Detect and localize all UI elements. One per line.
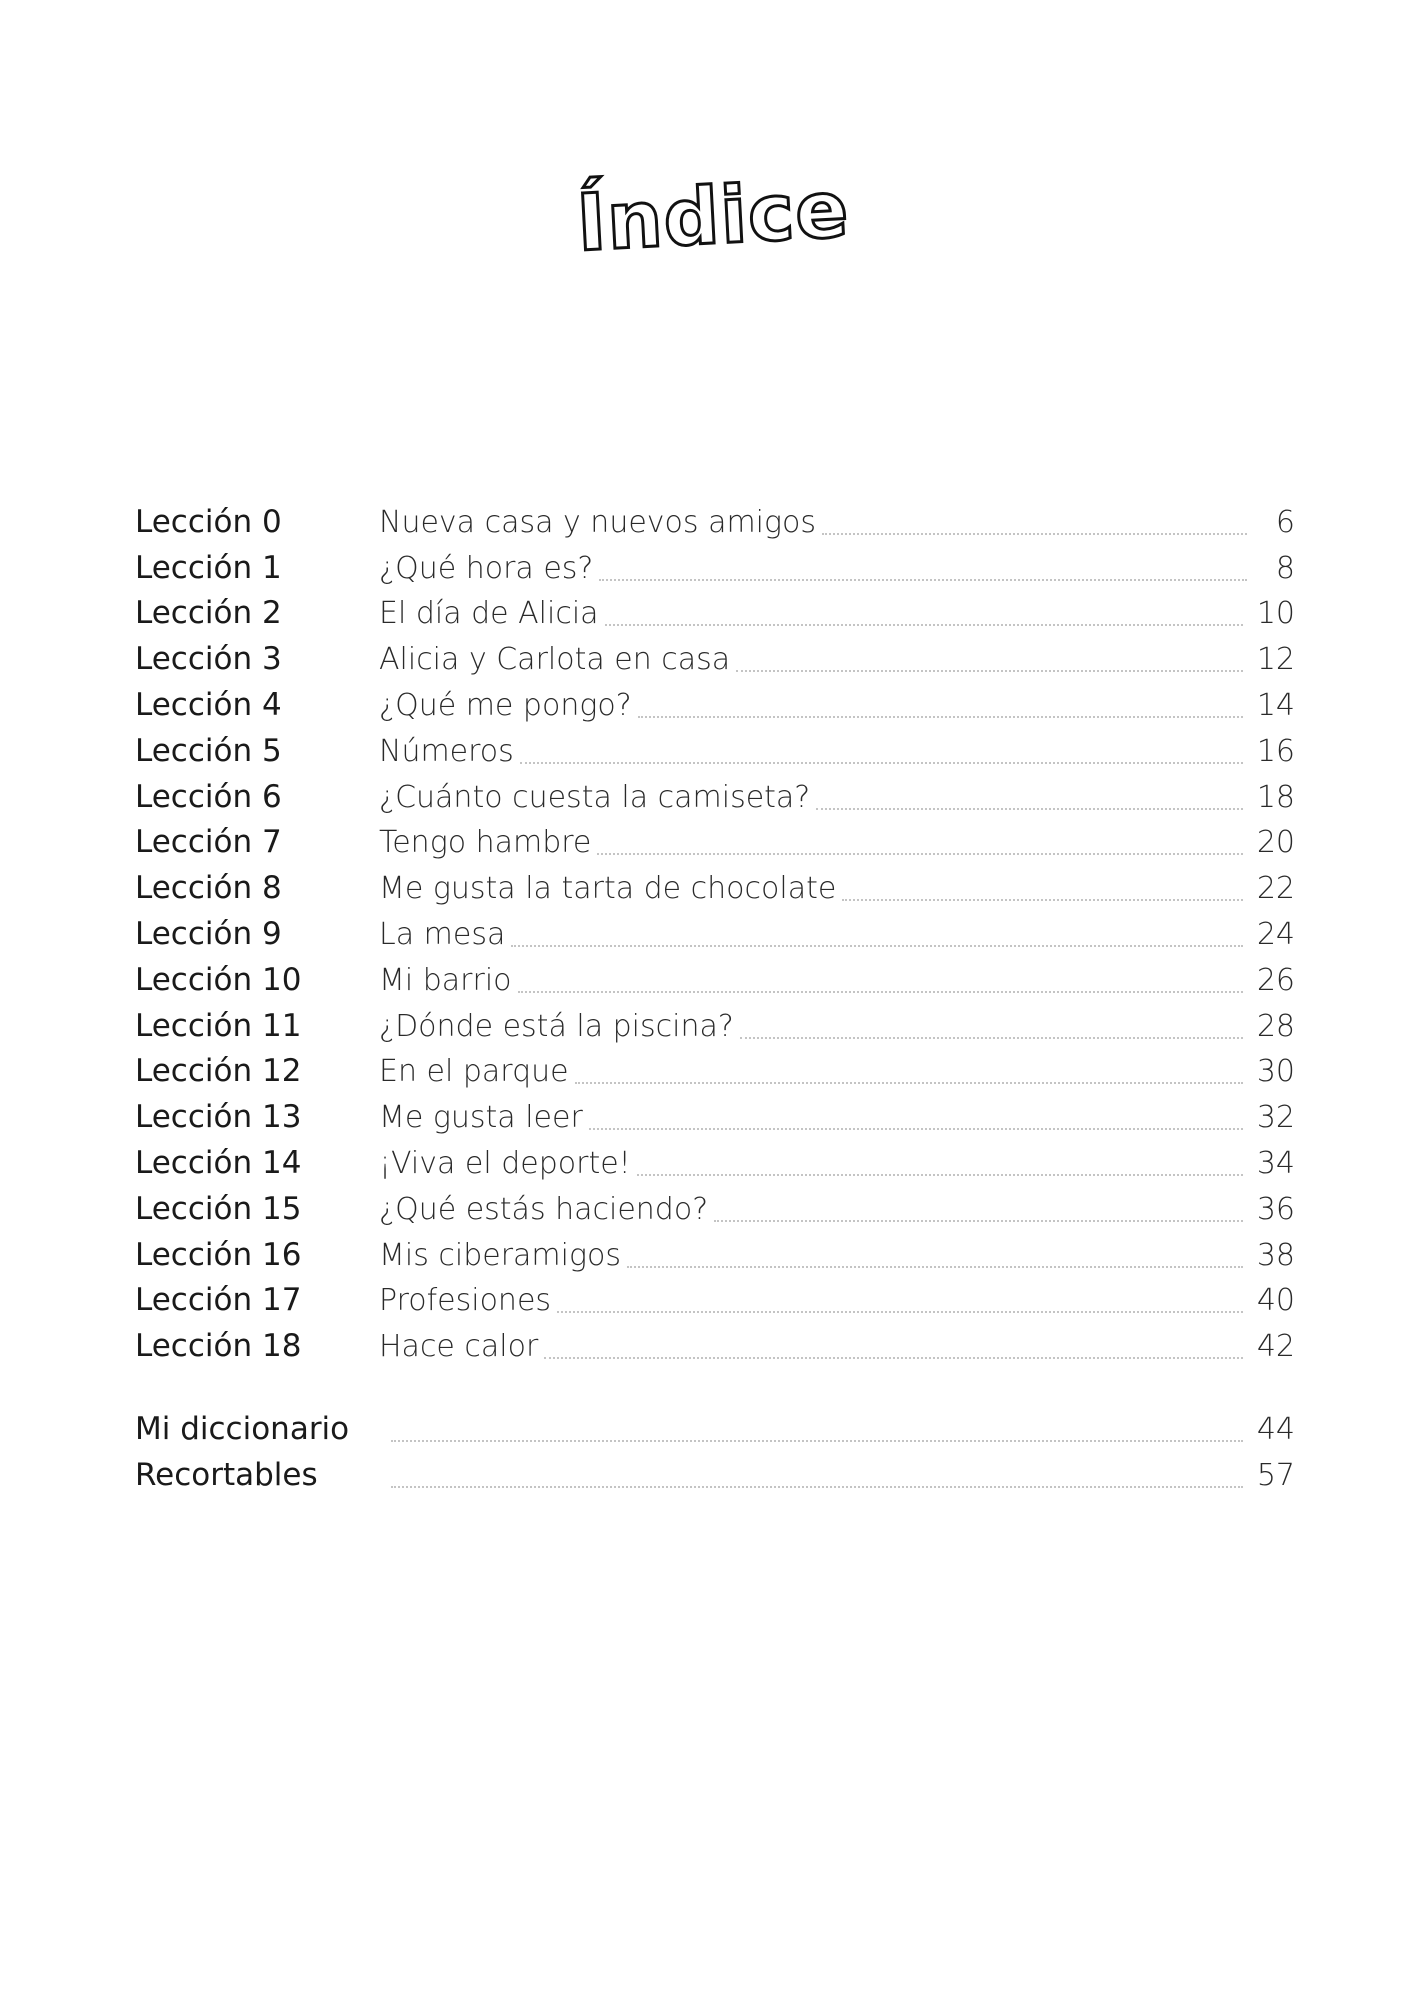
dotted-leader [627, 1265, 1243, 1268]
page-number: 28 [1256, 1008, 1295, 1044]
lesson-topic: ¿Qué hora es? [379, 550, 594, 586]
page-number: 24 [1256, 916, 1295, 952]
dotted-leader [638, 715, 1243, 718]
lesson-label: Lección 2 [135, 595, 282, 632]
dotted-leader [740, 1036, 1243, 1039]
dotted-leader [597, 852, 1242, 855]
page-number: 30 [1256, 1054, 1295, 1090]
lesson-label: Lección 11 [135, 1007, 302, 1044]
page-number: 6 [1275, 504, 1295, 540]
lesson-topic: Tengo hambre [379, 825, 592, 861]
toc-row-lesson-17[interactable] [135, 1277, 1295, 1323]
lesson-topic: ¿Qué me pongo? [379, 687, 632, 723]
dotted-leader [511, 944, 1242, 947]
appendix-list [135, 1405, 1295, 1497]
toc-row-lesson-1[interactable] [135, 544, 1295, 590]
dotted-leader [605, 623, 1243, 626]
dotted-leader [391, 1439, 1243, 1442]
lesson-topic: ¡Viva el deporte! [379, 1145, 631, 1181]
lesson-list [135, 498, 1295, 1368]
toc-row-lesson-9[interactable] [135, 910, 1295, 956]
lesson-label: Lección 5 [135, 732, 282, 769]
lesson-topic: ¿Dónde está la piscina? [379, 1008, 734, 1044]
dotted-leader [714, 1219, 1243, 1222]
page-number: 10 [1256, 596, 1295, 632]
page-number: 32 [1256, 1100, 1295, 1136]
lesson-label: Lección 12 [135, 1053, 302, 1090]
dotted-leader [816, 807, 1243, 810]
lesson-topic: Profesiones [379, 1283, 552, 1319]
toc-row-lesson-5[interactable] [135, 727, 1295, 773]
lesson-topic: Alicia y Carlota en casa [379, 642, 731, 678]
lesson-label: Lección 17 [135, 1282, 302, 1319]
lesson-topic: Mi barrio [379, 962, 512, 998]
page-number: 14 [1256, 687, 1295, 723]
toc-row-lesson-10[interactable] [135, 956, 1295, 1002]
toc-row-lesson-4[interactable] [135, 681, 1295, 727]
lesson-label: Lección 18 [135, 1328, 302, 1365]
dotted-leader [599, 578, 1247, 581]
lesson-label: Lección 4 [135, 686, 282, 723]
lesson-label: Lección 16 [135, 1236, 302, 1273]
toc-row-lesson-7[interactable] [135, 819, 1295, 865]
lesson-topic: ¿Cuánto cuesta la camiseta? [379, 779, 811, 815]
toc-row-lesson-3[interactable] [135, 635, 1295, 681]
toc-row-lesson-16[interactable] [135, 1231, 1295, 1277]
page-number: 34 [1256, 1145, 1295, 1181]
lesson-label: Lección 14 [135, 1144, 302, 1181]
toc-row-lesson-0[interactable] [135, 498, 1295, 544]
lesson-topic: El día de Alicia [379, 596, 599, 632]
lesson-topic: Me gusta la tarta de chocolate [379, 871, 837, 907]
dotted-leader [575, 1081, 1243, 1084]
appendix-label: Recortables [135, 1456, 318, 1493]
dotted-leader [637, 1173, 1243, 1176]
dotted-leader [822, 532, 1247, 535]
page-number: 26 [1256, 962, 1295, 998]
lesson-topic: ¿Qué estás haciendo? [379, 1191, 709, 1227]
lesson-topic: En el parque [379, 1054, 569, 1090]
page-number: 16 [1256, 733, 1295, 769]
lesson-label: Lección 1 [135, 549, 282, 586]
toc-row-lesson-12[interactable] [135, 1048, 1295, 1094]
page-number: 42 [1256, 1329, 1295, 1365]
lesson-label: Lección 15 [135, 1190, 302, 1227]
page-number: 22 [1256, 871, 1295, 907]
lesson-label: Lección 8 [135, 870, 282, 907]
lesson-label: Lección 10 [135, 961, 302, 998]
lesson-label: Lección 7 [135, 824, 282, 861]
appendix-label: Mi diccionario [135, 1410, 350, 1447]
dotted-leader [557, 1310, 1243, 1313]
lesson-label: Lección 3 [135, 641, 282, 678]
toc-row-lesson-18[interactable] [135, 1322, 1295, 1368]
lesson-label: Lección 9 [135, 915, 282, 952]
page-number: 57 [1256, 1457, 1295, 1493]
page-number: 38 [1256, 1237, 1295, 1273]
page-number: 18 [1256, 779, 1295, 815]
dotted-leader [736, 669, 1243, 672]
dotted-leader [520, 761, 1243, 764]
lesson-topic: Hace calor [379, 1329, 539, 1365]
page-number: 12 [1256, 642, 1295, 678]
dotted-leader [842, 898, 1243, 901]
lesson-topic: Nueva casa y nuevos amigos [379, 504, 816, 540]
toc-row-dictionary[interactable] [135, 1405, 1295, 1451]
toc-row-cutouts[interactable] [135, 1451, 1295, 1497]
toc-row-lesson-15[interactable] [135, 1185, 1295, 1231]
page-number: 44 [1256, 1411, 1295, 1447]
toc-row-lesson-6[interactable] [135, 773, 1295, 819]
lesson-topic: Mis ciberamigos [379, 1237, 621, 1273]
page-number: 40 [1256, 1283, 1295, 1319]
lesson-topic: Números [379, 733, 514, 769]
toc-row-lesson-14[interactable] [135, 1139, 1295, 1185]
toc-row-lesson-13[interactable] [135, 1093, 1295, 1139]
dotted-leader [544, 1356, 1242, 1359]
dotted-leader [391, 1485, 1243, 1488]
page-number: 20 [1256, 825, 1295, 861]
dotted-leader [589, 1127, 1243, 1130]
page-number: 36 [1256, 1191, 1295, 1227]
lesson-label: Lección 0 [135, 503, 282, 540]
lesson-label: Lección 6 [135, 778, 282, 815]
lesson-label: Lección 13 [135, 1099, 302, 1136]
toc-row-lesson-8[interactable] [135, 864, 1295, 910]
page-number: 8 [1275, 550, 1295, 586]
lesson-topic: La mesa [379, 916, 506, 952]
page-title: Índice [574, 164, 852, 270]
toc-row-lesson-2[interactable] [135, 590, 1295, 636]
dotted-leader [518, 990, 1243, 993]
toc-row-lesson-11[interactable] [135, 1002, 1295, 1048]
lesson-topic: Me gusta leer [379, 1100, 583, 1136]
